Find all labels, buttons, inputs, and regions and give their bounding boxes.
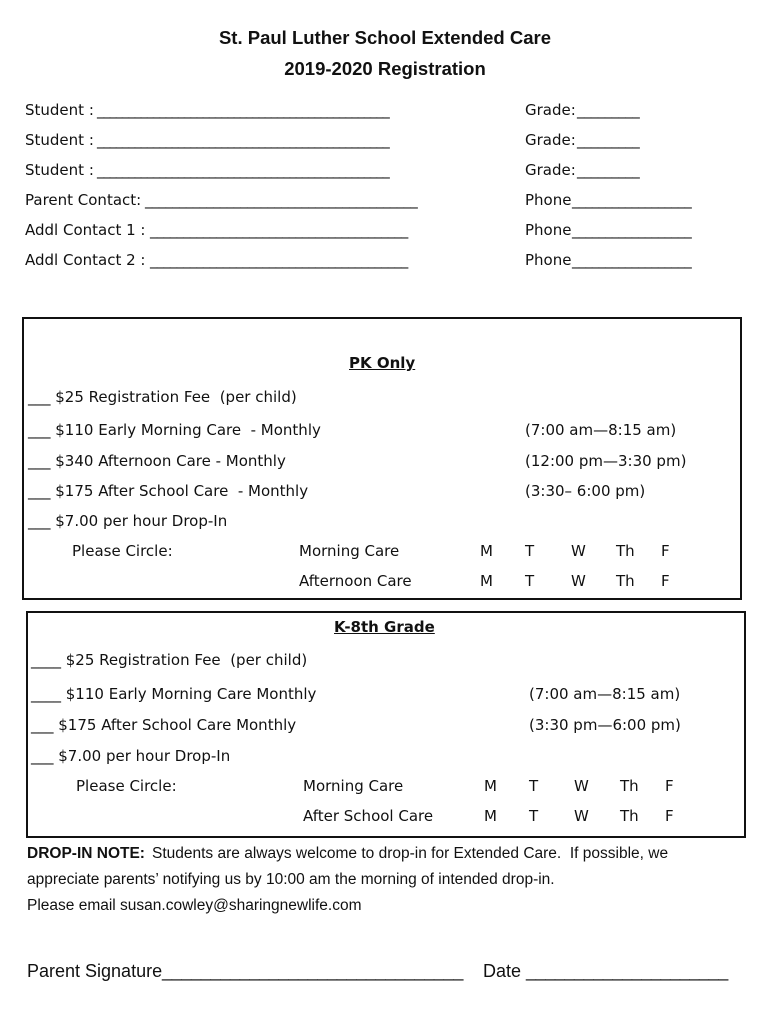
pk-heading: PK Only — [349, 354, 416, 372]
day-option-thu[interactable]: Th — [620, 777, 639, 795]
day-option-mon[interactable]: M — [480, 542, 493, 560]
day-option-tue[interactable]: T — [525, 572, 535, 590]
parent-signature-field[interactable]: _______________________________ — [162, 961, 464, 981]
student-name-field[interactable]: _______________________________________________ — [97, 161, 389, 179]
addl-contact-1-label: Addl Contact 1 : — [25, 221, 146, 239]
k8-early-morning-time: (7:00 am—8:15 am) — [529, 685, 681, 703]
day-option-wed[interactable]: W — [571, 572, 586, 590]
day-option-fri[interactable]: F — [661, 572, 670, 590]
day-option-fri[interactable]: F — [665, 777, 674, 795]
phone-field[interactable]: __________________ — [572, 191, 691, 209]
student-label: Student : — [25, 161, 94, 179]
student-label: Student : — [25, 131, 94, 149]
grade-label: Grade: — [525, 161, 576, 179]
k8-after-school-item[interactable]: ___ $175 After School Care Monthly — [31, 716, 297, 734]
day-option-tue[interactable]: T — [529, 807, 539, 825]
addl-contact-2-field[interactable]: _______________________________________ — [150, 251, 408, 269]
day-option-fri[interactable]: F — [661, 542, 670, 560]
drop-in-note-line1: Students are always welcome to drop-in for Extended Care. If possible, we — [152, 845, 669, 862]
student-name-field[interactable]: _______________________________________________ — [97, 131, 389, 149]
phone-field[interactable]: __________________ — [572, 251, 691, 269]
pk-afternoon-care-label: Afternoon Care — [299, 572, 412, 590]
phone-field[interactable]: __________________ — [572, 221, 691, 239]
day-option-mon[interactable]: M — [484, 807, 497, 825]
phone-label: Phone — [525, 221, 572, 239]
drop-in-note-email: Please email susan.cowley@sharingnewlife.com — [27, 897, 362, 914]
day-option-wed[interactable]: W — [571, 542, 586, 560]
parent-contact-label: Parent Contact: — [25, 191, 142, 209]
drop-in-note-line2: appreciate parents’ notifying us by 10:00 am the morning of intended drop-in. — [27, 871, 555, 888]
pk-afternoon-item[interactable]: ___ $340 Afternoon Care - Monthly — [28, 452, 286, 470]
k8-early-morning-item[interactable]: ____ $110 Early Morning Care Monthly — [31, 685, 317, 703]
pk-registration-fee-item[interactable]: ___ $25 Registration Fee (per child) — [28, 388, 297, 406]
pk-after-school-time: (3:30– 6:00 pm) — [525, 482, 646, 500]
k8-registration-fee-item[interactable]: ____ $25 Registration Fee (per child) — [31, 651, 308, 669]
day-option-wed[interactable]: W — [574, 807, 589, 825]
grade-field[interactable]: _________ — [577, 131, 640, 149]
k8-please-circle-label: Please Circle: — [76, 777, 177, 795]
k8-after-school-time: (3:30 pm—6:00 pm) — [529, 716, 681, 734]
student-name-field[interactable]: _______________________________________________ — [97, 101, 389, 119]
day-option-tue[interactable]: T — [529, 777, 539, 795]
grade-label: Grade: — [525, 131, 576, 149]
k8-drop-in-item[interactable]: ___ $7.00 per hour Drop-In — [31, 747, 231, 765]
pk-morning-care-label: Morning Care — [299, 542, 400, 560]
parent-signature-label: Parent Signature — [27, 961, 163, 981]
day-option-thu[interactable]: Th — [616, 572, 635, 590]
k8-heading: K-8th Grade — [334, 618, 435, 636]
form-title: St. Paul Luther School Extended Care — [218, 27, 552, 48]
k8-after-school-care-label: After School Care — [303, 807, 434, 825]
parent-contact-field[interactable]: ________________________________________ — [145, 191, 418, 209]
day-option-thu[interactable]: Th — [620, 807, 639, 825]
addl-contact-2-label: Addl Contact 2 : — [25, 251, 146, 269]
pk-after-school-item[interactable]: ___ $175 After School Care - Monthly — [28, 482, 309, 500]
grade-field[interactable]: _________ — [577, 161, 640, 179]
pk-drop-in-item[interactable]: ___ $7.00 per hour Drop-In — [28, 512, 228, 530]
k8-morning-care-label: Morning Care — [303, 777, 404, 795]
date-field[interactable]: _____________________ — [526, 961, 728, 981]
pk-early-morning-time: (7:00 am—8:15 am) — [525, 421, 677, 439]
pk-afternoon-time: (12:00 pm—3:30 pm) — [525, 452, 687, 470]
day-option-tue[interactable]: T — [525, 542, 535, 560]
phone-label: Phone — [525, 191, 572, 209]
addl-contact-1-field[interactable]: _______________________________________ — [150, 221, 408, 239]
student-label: Student : — [25, 101, 94, 119]
pk-please-circle-label: Please Circle: — [72, 542, 173, 560]
phone-label: Phone — [525, 251, 572, 269]
grade-label: Grade: — [525, 101, 576, 119]
form-subtitle: 2019-2020 Registration — [284, 58, 486, 79]
grade-field[interactable]: _________ — [577, 101, 640, 119]
day-option-wed[interactable]: W — [574, 777, 589, 795]
day-option-mon[interactable]: M — [484, 777, 497, 795]
day-option-thu[interactable]: Th — [616, 542, 635, 560]
day-option-fri[interactable]: F — [665, 807, 674, 825]
day-option-mon[interactable]: M — [480, 572, 493, 590]
drop-in-note-label: DROP-IN NOTE: — [27, 845, 145, 862]
pk-early-morning-item[interactable]: ___ $110 Early Morning Care - Monthly — [28, 421, 321, 439]
date-label: Date — [483, 961, 522, 981]
